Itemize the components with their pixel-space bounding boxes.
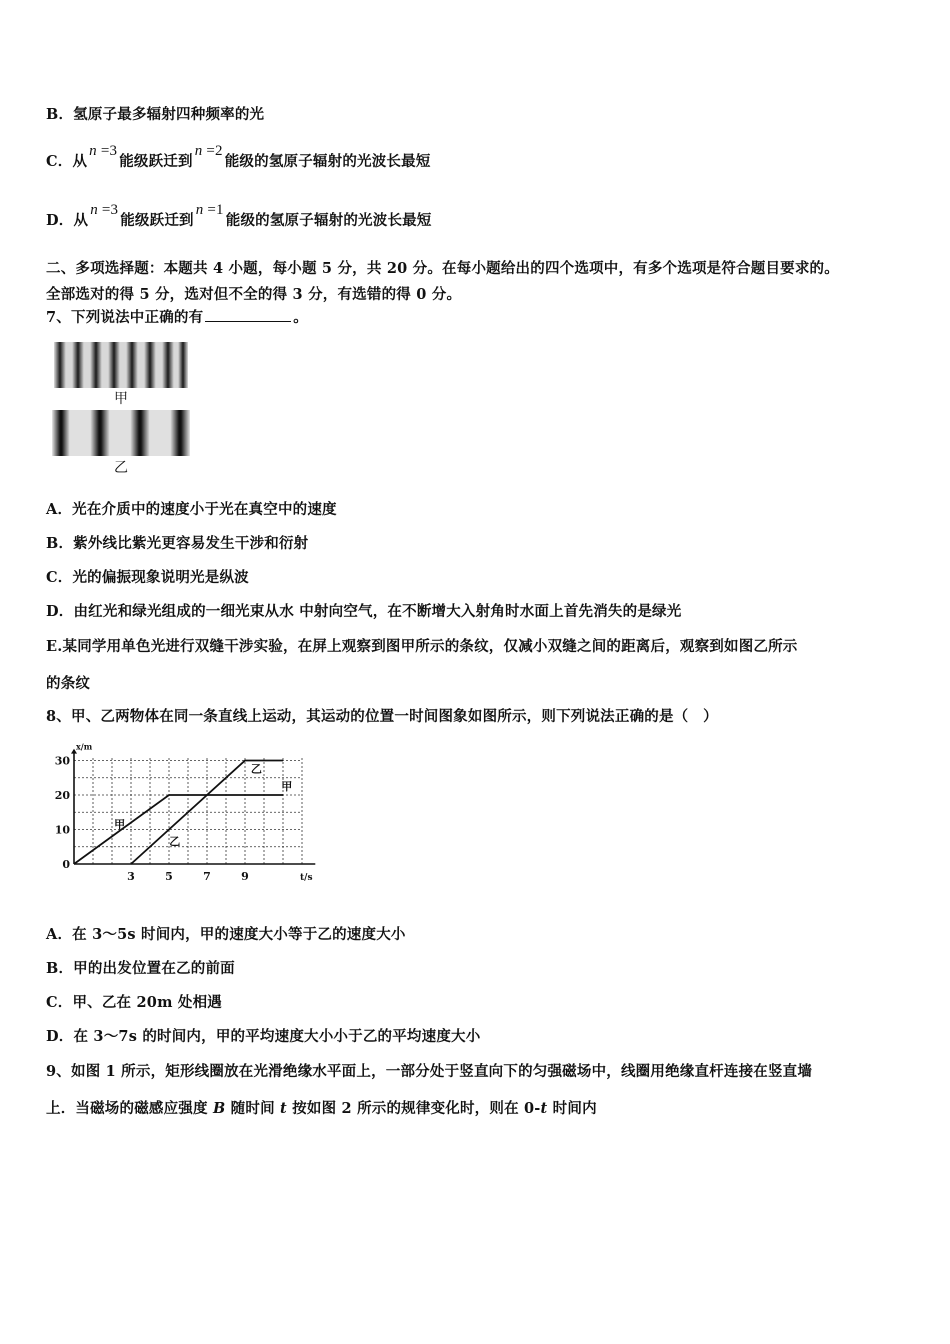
chart-grid bbox=[74, 757, 302, 864]
x-axis-label: t/s bbox=[300, 873, 313, 883]
option-text-mid: 能级跃迁到 bbox=[119, 153, 193, 170]
math-n2: n =2 bbox=[194, 143, 223, 159]
option-text-pre: 从 bbox=[72, 153, 88, 170]
section2-line1: 二、多项选择题：本题共 4 小题，每小题 5 分，共 20 分。在每小题给出的四个选项中，有多个选项是符合题目要求的。 bbox=[46, 260, 839, 277]
fringe-pattern-b bbox=[54, 410, 188, 456]
q7-option-e-line2: 的条纹 bbox=[46, 675, 91, 692]
q8-option-a bbox=[46, 923, 406, 944]
section2-line2: 全部选对的得 5 分，选对但不全的得 3 分，有选错的得 0 分。 bbox=[46, 286, 462, 303]
x-tick-label: 3 bbox=[127, 870, 135, 883]
option-label: B． bbox=[46, 106, 74, 123]
fringe-caption-bottom: 乙 bbox=[114, 460, 128, 476]
chart-svg bbox=[55, 740, 317, 895]
var-b: B bbox=[212, 1100, 226, 1117]
q7-option-e-line1: E.某同学用单色光进行双缝干涉实验，在屏上观察到图甲所示的条纹，仅减小双缝之间的距离后，观察到如图乙所示 bbox=[46, 638, 798, 655]
option-text: 由红光和绿光组成的一细光束从水 中射向空气，在不断增大入射角时水面上首先消失的是绿光 bbox=[73, 603, 682, 620]
x-tick-label: 9 bbox=[241, 870, 249, 883]
q8-option-d bbox=[46, 1025, 480, 1046]
option-text-post: 能级的氢原子辐射的光波长最短 bbox=[224, 153, 431, 170]
q8-option-c bbox=[46, 991, 222, 1012]
q6-option-b bbox=[46, 103, 264, 124]
var-t2: t bbox=[540, 1100, 548, 1117]
answer-blank bbox=[205, 309, 291, 322]
option-text: 光的偏振现象说明光是纵波 bbox=[72, 569, 249, 586]
option-label: D． bbox=[46, 1028, 74, 1045]
option-text: 甲、乙在 20m 处相遇 bbox=[72, 994, 222, 1011]
y-tick-label: 20 bbox=[55, 789, 70, 802]
y-tick-label: 10 bbox=[55, 823, 70, 837]
x-tick-label: 7 bbox=[203, 870, 211, 883]
option-text: 在 3～7s 的时间内，甲的平均速度大小小于乙的平均速度大小 bbox=[73, 1028, 481, 1045]
option-text: 紫外线比紫光更容易发生干涉和衍射 bbox=[73, 535, 309, 552]
q9-stem-line2: 上．当磁场的磁感应强度 B 随时间 t 按如图 2 所示的规律变化时，则在 0-t 时间内 bbox=[46, 1100, 597, 1117]
series-label-yi: 乙 bbox=[169, 835, 181, 849]
option-label: C． bbox=[46, 994, 73, 1011]
y-axis-label: x/m bbox=[76, 741, 93, 752]
q7-option-c bbox=[46, 566, 249, 587]
x-tick-label: 5 bbox=[165, 870, 173, 883]
option-label: C． bbox=[46, 569, 73, 586]
math-n1: n =1 bbox=[195, 202, 224, 218]
q7-option-d bbox=[46, 600, 681, 621]
q6-option-c bbox=[46, 143, 431, 171]
y-tick-label: 0 bbox=[62, 858, 70, 871]
option-text: 在 3～5s 时间内，甲的速度大小等于乙的速度大小 bbox=[72, 926, 406, 943]
option-text-pre: 从 bbox=[73, 212, 89, 229]
q7-stem bbox=[46, 306, 308, 327]
series-label-jia-end: 甲 bbox=[281, 779, 293, 793]
option-text: 氢原子最多辐射四种频率的光 bbox=[73, 106, 265, 123]
series-label-jia: 甲 bbox=[114, 817, 126, 831]
option-text: 光在介质中的速度小于光在真空中的速度 bbox=[72, 501, 337, 518]
q7-option-b bbox=[46, 532, 308, 553]
option-label: C． bbox=[46, 153, 73, 170]
q7-stem-end: 。 bbox=[293, 309, 308, 326]
option-text-post: 能级的氢原子辐射的光波长最短 bbox=[225, 212, 432, 229]
q7-stem-text: 7、下列说法中正确的有 bbox=[46, 309, 204, 326]
option-label: A． bbox=[46, 926, 73, 943]
option-text-mid: 能级跃迁到 bbox=[120, 212, 194, 229]
option-label: B． bbox=[46, 535, 74, 552]
q9-stem-line1: 9、如图 1 所示，矩形线圈放在光滑绝缘水平面上，一部分处于竖直向下的匀强磁场中，线圈用绝缘直杆连接在竖直墙 bbox=[46, 1063, 813, 1080]
option-text: 甲的出发位置在乙的前面 bbox=[73, 960, 235, 977]
series-label-yi-end: 乙 bbox=[250, 762, 262, 776]
q7-option-a bbox=[46, 498, 337, 519]
q8-option-b bbox=[46, 957, 235, 978]
math-n3: n =3 bbox=[89, 143, 118, 159]
math-n3: n =3 bbox=[90, 202, 119, 218]
option-label: D． bbox=[46, 212, 74, 229]
option-label: A． bbox=[46, 501, 73, 518]
option-label: D． bbox=[46, 603, 74, 620]
fringe-caption-top: 甲 bbox=[114, 391, 128, 407]
y-tick-label: 30 bbox=[55, 754, 70, 768]
q6-option-d bbox=[46, 202, 432, 230]
option-label: B． bbox=[46, 960, 74, 977]
position-time-chart bbox=[55, 740, 317, 895]
var-t: t bbox=[280, 1100, 287, 1117]
fringe-figure bbox=[52, 340, 192, 475]
q8-stem: 8、甲、乙两物体在同一条直线上运动，其运动的位置一时间图象如图所示，则下列说法正确的是（ ） bbox=[46, 708, 718, 725]
